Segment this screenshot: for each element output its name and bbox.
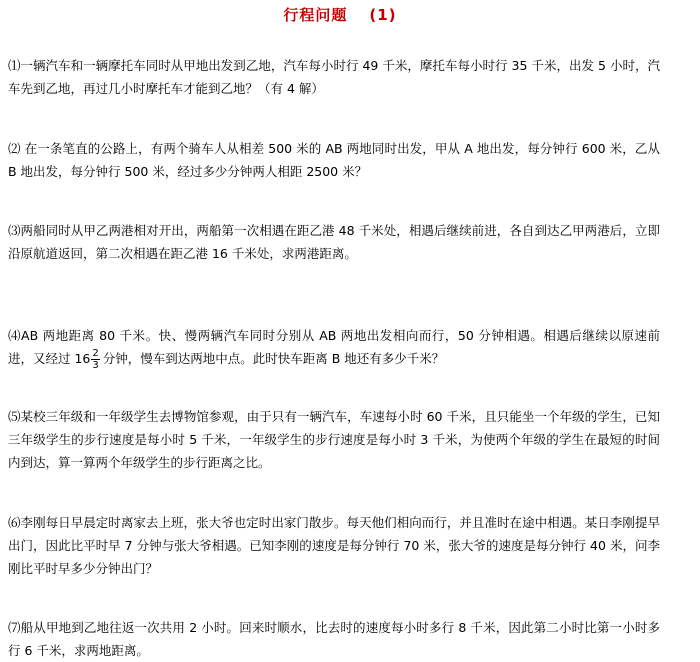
problem-2-text: ⑵ 在一条笔直的公路上，有两个骑车人从相差 500 米的 AB 两地同时出发，甲从 A 地出发，每分钟行 600 米，乙从 B 地出发，每分钟行 500 米，经过多少分钟两人相距 2500 米？ [8,141,660,179]
title-number: (1) [369,6,397,24]
fraction-numerator: 2 [92,348,99,359]
problem-3 [8,219,660,265]
fraction-denominator: 3 [92,360,99,371]
problem-5 [8,405,660,474]
problem-4-text-before: ⑷AB 两地距离 80 千米。快、慢两辆汽车同时分别从 AB 两地出发相向而行，50 分钟相遇。相遇后继续以原速前进，又经过 16 [8,328,660,366]
mixed-fraction [91,348,99,371]
problem-7-text: ⑺船从甲地到乙地往返一次共用 2 小时。回来时顺水，比去时的速度每小时多行 8 千米，因此第二小时比第一小时多行 6 千米，求两地距离。 [8,620,660,658]
title-text: 行程问题 [283,6,348,24]
problem-7 [8,616,660,662]
problem-4 [8,324,660,371]
problem-4-text-after: 分钟，慢车到达两地中点。此时快车距离 B 地还有多少千米？ [102,351,445,366]
problem-3-text: ⑶两船同时从甲乙两港相对开出，两船第一次相遇在距乙港 48 千米处，相遇后继续前进，各自到达乙甲两港后，立即沿原航道返回，第二次相遇在距乙港 16 千米处，求两港距离。 [8,223,660,261]
problem-1 [8,54,660,100]
problem-6-text: ⑹李刚每日早晨定时离家去上班，张大爷也定时出家门散步。每天他们相向而行，并且准时在途中相遇。某日李刚提早出门，因此比平时早 7 分钟与张大爷相遇。已知李刚的速度是每分钟行 70 米，张大爷的速度是每分钟行 40 米，问李刚比平时早多少分钟出门？ [8,515,660,576]
problem-1-text: ⑴一辆汽车和一辆摩托车同时从甲地出发到乙地，汽车每小时行 49 千米，摩托车每小时行 35 千米，出发 5 小时，汽车先到乙地，再过几小时摩托车才能到乙地？（有 4 解） [8,58,660,96]
problem-2 [8,137,660,183]
problem-6 [8,511,660,580]
problem-5-text: ⑸某校三年级和一年级学生去博物馆参观，由于只有一辆汽车，车速每小时 60 千米，且只能坐一个年级的学生，已知三年级学生的步行速度是每小时 5 千米，一年级学生的步行速度是每小时 3 千米，为使两个年级的学生在最短的时间内到达，算一算两个年级学生的步行距离之比。 [8,409,660,470]
page-title [0,4,680,25]
